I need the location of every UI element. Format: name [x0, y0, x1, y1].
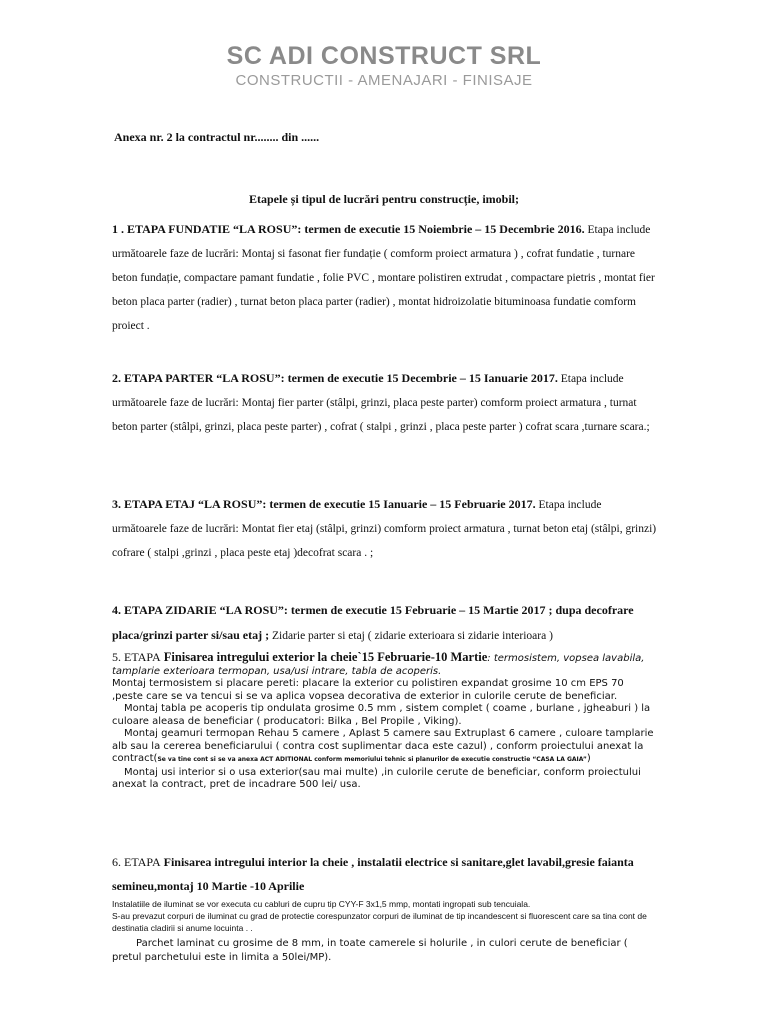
stage-2-body: Etapa include următoarele faze de lucrări: Montaj fier parter (stâlpi, grinzi, placa peste parter) comform proiect armatura , turnat beton parter (stâlpi, grinzi, placa peste parter) , cofrat ( stalpi , grinzi , placa peste parter ) cofrat scara ,turnare scara.; — [112, 373, 650, 433]
stage-6-title: Finisarea intregului interior la cheie , instalatii electrice si sanitare,glet lavabil,gresie faianta semineu,montaj 10 Martie -10 Aprilie — [112, 855, 634, 893]
stage-6-parchet-block — [112, 937, 657, 965]
annex-line: Anexa nr. 2 la contractul nr........ din ...... — [114, 130, 320, 144]
stage-5-geamuri-end: ) — [586, 753, 591, 764]
stage-4-title: 4. ETAPA ZIDARIE “LA ROSU”: termen de executie 15 Februarie – 15 Martie 2017 ; dupa decofrare placa/grinzi parter si/sau etaj ; — [112, 603, 634, 642]
stage-4-body: Zidarie parter si etaj ( zidarie exterioara si zidarie interioara ) — [269, 630, 553, 642]
stage-3-body: Etapa include următoarele faze de lucrări: Montat fier etaj (stâlpi, grinzi) comform proiect armatura , turnat beton etaj (stâlpi, grinzi) cofrare ( stalpi ,grinzi , placa peste etaj )decofrat scara . ; — [112, 499, 657, 559]
stage-1-body: Etapa include următoarele faze de lucrări: Montaj si fasonat fier fundație ( comform proiect armatura ) , cofrat fundatie , turnare beton fundație, compactare pamant fundatie , folie PVC , montare polistiren extrudat , compactare pietris , montat fier beton placa parter (radier) , turnat beton placa parter (radier) , montat hidroizolatie bituminoasa fundatie comform proiect . — [112, 224, 655, 332]
stage-3 — [112, 492, 657, 565]
document-heading: Etapele și tipul de lucrări pentru construcție, imobil; — [249, 192, 519, 206]
stage-5-act-aditional: Se va tine cont si se va anexa ACT ADITIONAL conform memoriului tehnic si planurilor de executie constructie “CASA LA GAIA” — [157, 756, 587, 763]
stage-5-geamuri — [112, 728, 657, 767]
stage-5-termosistem: Montaj termosistem si placare pereti: placare la exterior cu polistiren expandat grosime 10 cm EPS 70 ,peste care se va tencui si se va aplica vopsea decorativa de exterior in culorile cerute de beneficiar. — [112, 678, 624, 702]
stage-5-title: Finisarea intregului exterior la cheie`15 Februarie-10 Martie — [160, 650, 488, 664]
stage-2 — [112, 366, 657, 439]
stage-5-label: 5. ETAPA — [112, 650, 161, 664]
stage-1 — [112, 217, 657, 338]
stage-6-corpuri: S-au prevazut corpuri de iluminat cu grad de protectie corespunzator corpuri de iluminat de tip incandescent si fluorescent care sa tina cont de destinatia cladirii si anume locuinta . . — [112, 911, 647, 933]
stage-2-title: 2. ETAPA PARTER “LA ROSU”: termen de executie 15 Decembrie – 15 Ianuarie 2017. — [112, 371, 558, 385]
stage-5-usi: Montaj usi interior si o usa exterior(sau mai multe) ,in culorile cerute de beneficiar, conform proiectului anexat la contract, pret de incadrare 500 lei/ usa. — [112, 766, 641, 790]
stage-6-electric — [112, 898, 657, 934]
stage-4 — [112, 598, 657, 648]
stage-6-parchet: Parchet laminat cu grosime de 8 mm, in toate camerele si holurile , in culori cerute de beneficiar ( pretul parchetului este in limita a 50lei/MP). — [112, 938, 628, 963]
stage-3-title: 3. ETAPA ETAJ “LA ROSU”: termen de executie 15 Ianuarie – 15 Februarie 2017. — [112, 497, 536, 511]
company-tagline: CONSTRUCTII - AMENAJARI - FINISAJE — [235, 72, 533, 89]
stage-6-iluminat: Instalatiile de iluminat se vor executa cu cabluri de cupru tip CYY-F 3x1,5 mmp, montati ingropati sub tencuiala. — [112, 899, 531, 909]
stage-6 — [112, 850, 657, 898]
stage-5 — [112, 651, 657, 792]
stage-5-items: : termosistem, vopsea lavabila, tamplarie exterioara termopan, usa/usi intrare, tabla de acoperis. — [112, 653, 645, 677]
stage-5-geamuri-text: Montaj geamuri termopan Rehau 5 camere , Aplast 5 camere sau Extruplast 6 camere , culoare tamplarie alb sau la cererea beneficiarului ( contra cost suplimentar daca este cazul) , conform proiectului anexat la contract( — [112, 728, 654, 764]
stage-1-title: 1 . ETAPA FUNDATIE “LA ROSU”: termen de executie 15 Noiembrie – 15 Decembrie 2016. — [112, 222, 585, 236]
company-name: SC ADI CONSTRUCT SRL — [226, 42, 542, 70]
stage-6-label: 6. ETAPA — [112, 855, 161, 869]
stage-5-tabla: Montaj tabla pe acoperis tip ondulata grosime 0.5 mm , sistem complet ( coame , burlane , jgheaburi ) la culoare aleasa de beneficiar ( producatori: Bilka , Bel Propile , Viking). — [112, 703, 651, 727]
